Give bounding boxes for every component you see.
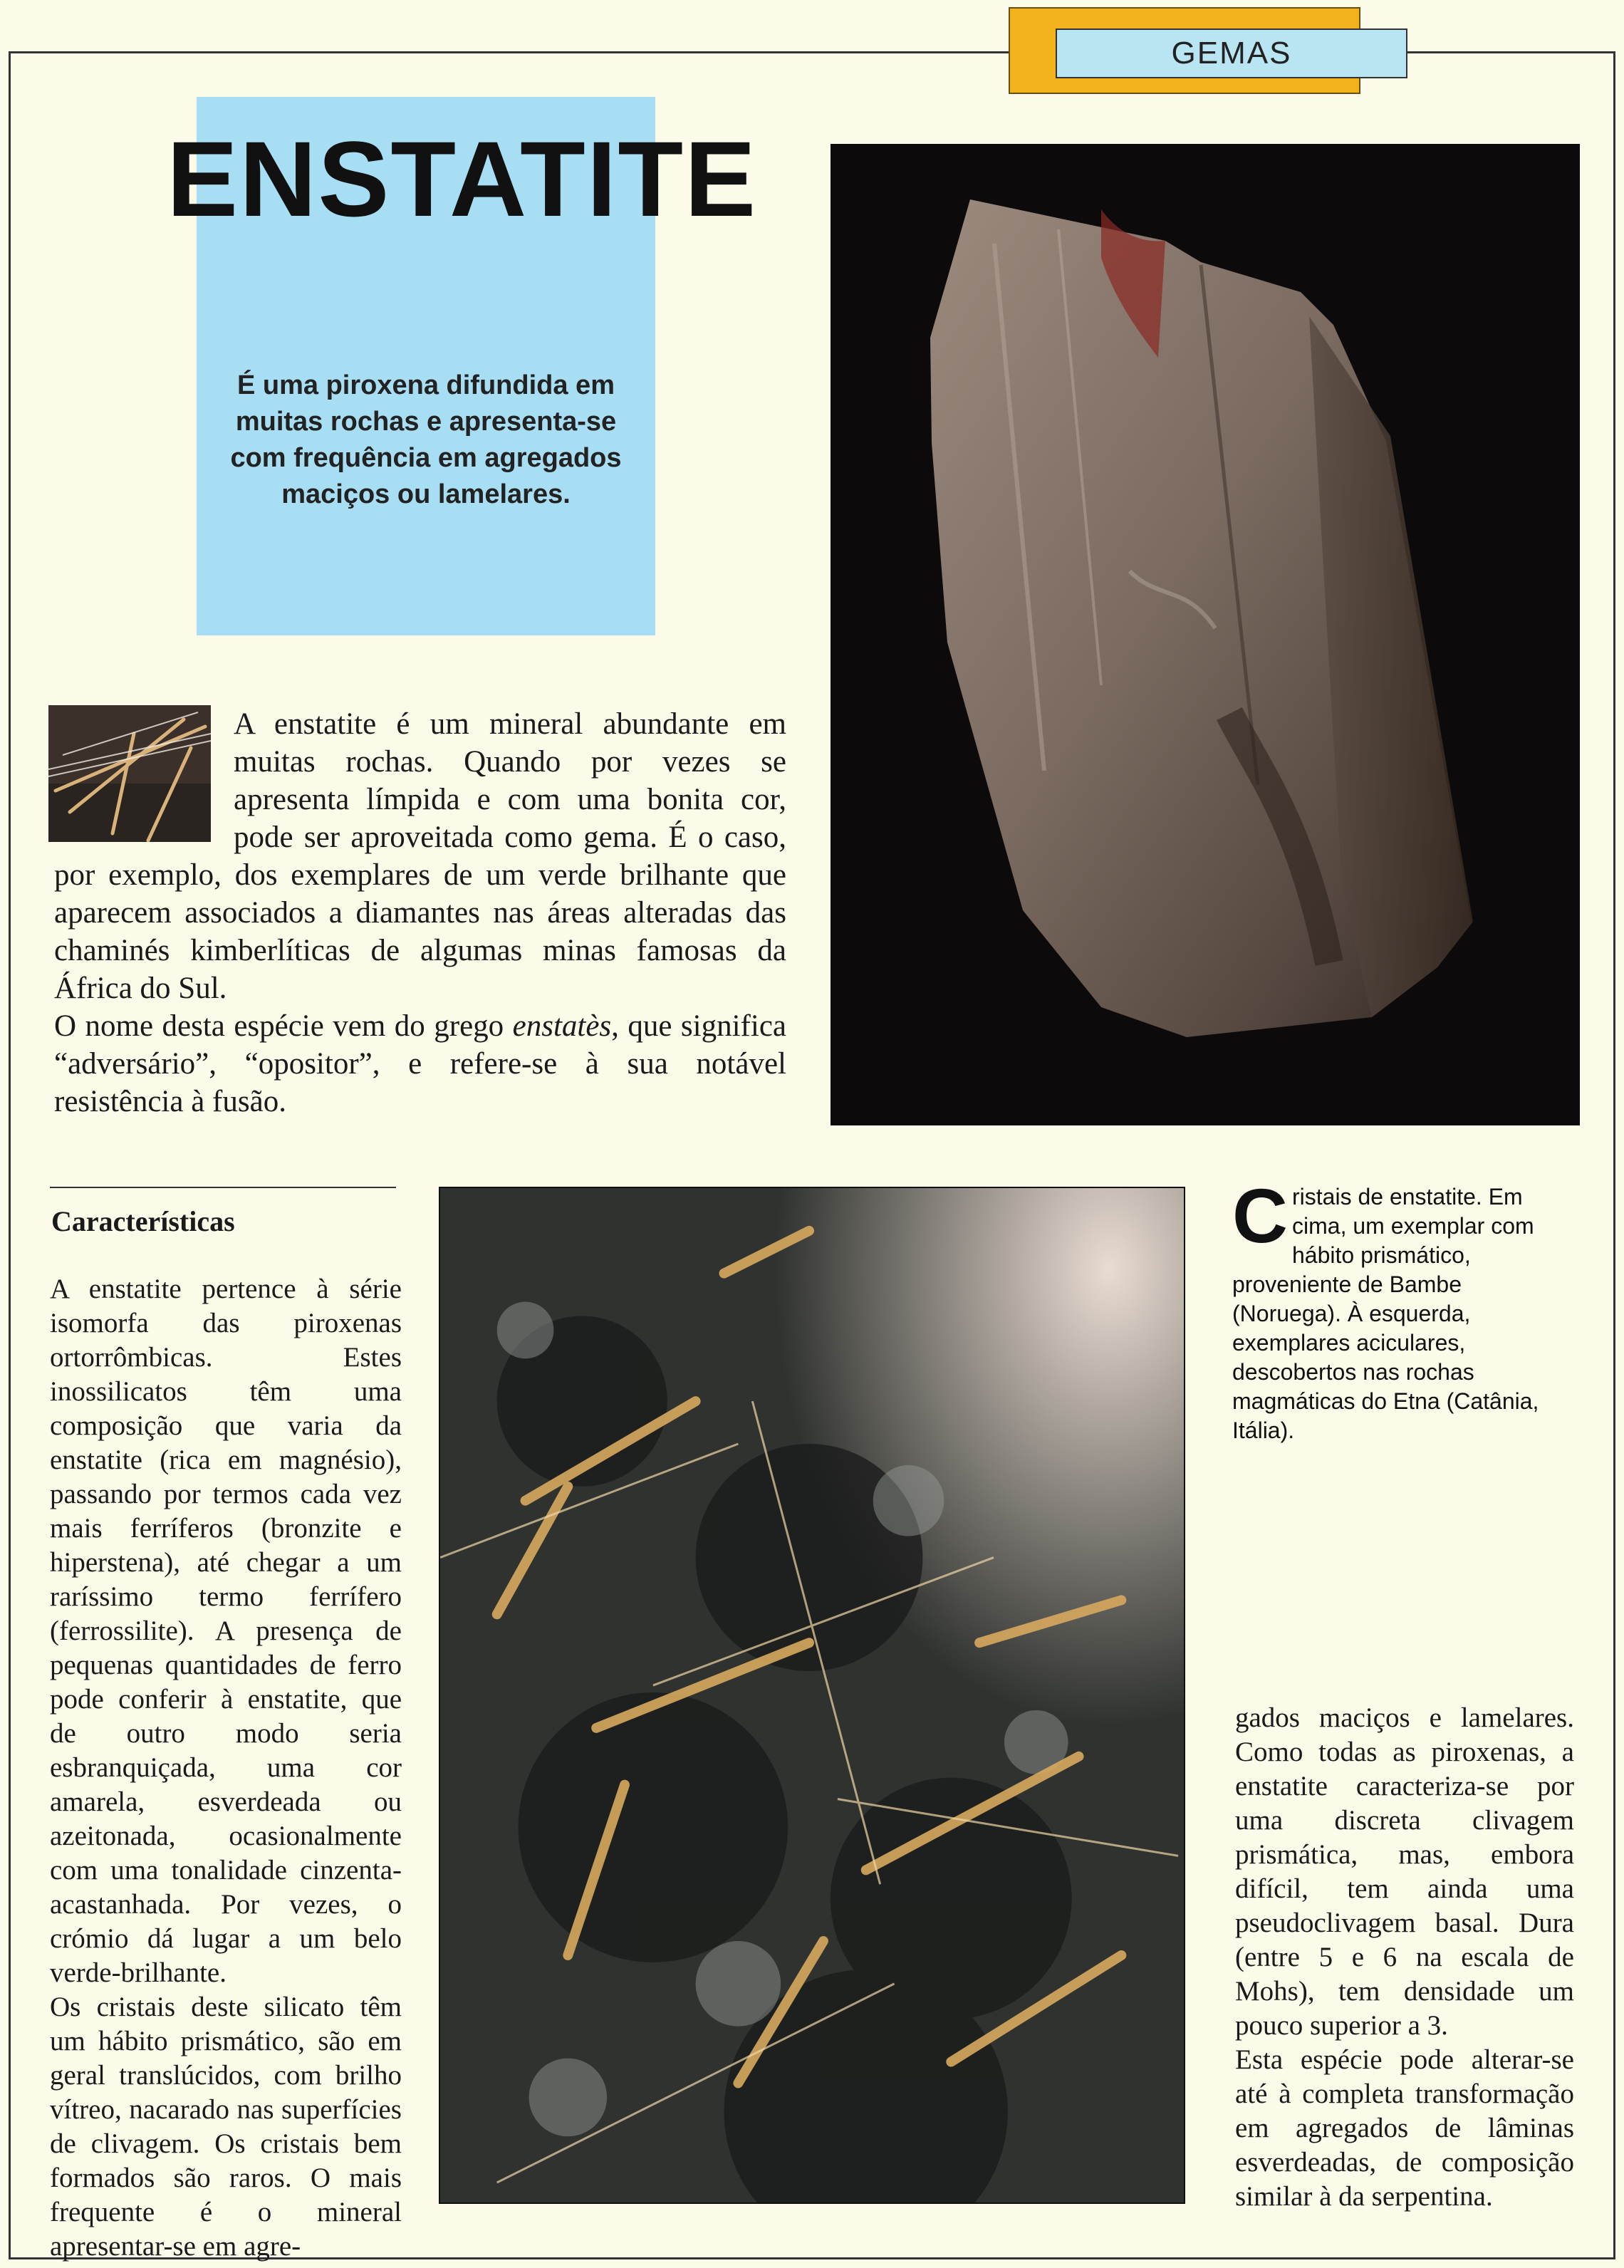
intro-paragraph-2 (54, 1007, 786, 1120)
acicular-crystals-thumbnail (48, 705, 211, 842)
photo-caption (1232, 1172, 1574, 1445)
section-tab: GEMAS (1056, 28, 1407, 78)
section-heading: Características (51, 1205, 235, 1237)
enstatite-prismatic-photo (831, 144, 1580, 1125)
page-title: ENSTATITE (167, 119, 758, 239)
greek-term: enstatès (512, 1009, 612, 1043)
lead-paragraph: É uma piroxena difundida em muitas rochas e apresenta-se com frequência em agregados maciços ou lamelares. (230, 370, 622, 509)
intro-paragraph-1: A enstatite é um mineral abundante em muitas rochas. Quando por vezes se apresenta límpida e com uma bonita cor, pode ser aproveitada como gema. É o caso, por exemplo, dos exemplares de um verde brilhante que aparecem associados a diamantes nas áreas alteradas das chaminés kimberlíticas de algumas minas famosas da África do Sul. (54, 707, 786, 1005)
left-paragraph-1: A enstatite pertence à série isomorfa das piroxenas ortorrômbicas. Estes inossilicatos têm uma composição que varia da enstatite (rica em magnésio), passando por termos cada vez mais ferríferos (bronzite e hiperstena), até chegar a um raríssimo termo ferrífero (ferrossilite). A presença de pequenas quantidades de ferro pode conferir à enstatite, que de outro modo seria esbranquiçada, uma cor amarela, esverdeada ou azeitonada, ocasionalmente com uma tonalidade cinzenta-acastanhada. Por vezes, o crómio dá lugar a um belo verde-brilhante. (50, 1274, 402, 1988)
intro-p2-start: O nome desta espécie vem do grego (54, 1009, 513, 1043)
caption-text: ristais de enstatite. Em cima, um exemplar com hábito prismático, proveniente de Bambe (Noruega). À esquerda, exemplares aciculares, descobertos nas rochas magmáticas do Etna (Catânia, Itália). (1232, 1184, 1539, 1443)
section-divider (50, 1187, 396, 1188)
right-column (1235, 1701, 1574, 2214)
enstatite-acicular-photo (439, 1187, 1185, 2204)
left-paragraph-2: Os cristais deste silicato têm um hábito prismático, são em geral translúcidos, com brilho vítreo, nacarado nas superfícies de clivagem. Os cristais bem formados são raros. O mais frequente é o mineral apresentar-se em agre- (50, 1992, 402, 2262)
caption-dropcap: C (1232, 1172, 1288, 1259)
intro-p2-end: , que significa “adversário”, “opositor”, e refere-se à sua notável resistência à fusão. (54, 1009, 786, 1118)
right-paragraph-2: Esta espécie pode alterar-se até à completa transformação em agregados de lâminas esverdeadas, de composição similar à da serpentina. (1235, 2044, 1574, 2212)
right-paragraph-1: gados maciços e lamelares. Como todas as piroxenas, a enstatite caracteriza-se por uma discreta clivagem prismática, mas, embora difícil, tem ainda uma pseudoclivagem basal. Dura (entre 5 e 6 na escala de Mohs), tem densidade um pouco superior a 3. (1235, 1702, 1574, 2041)
left-column (50, 1272, 402, 2264)
